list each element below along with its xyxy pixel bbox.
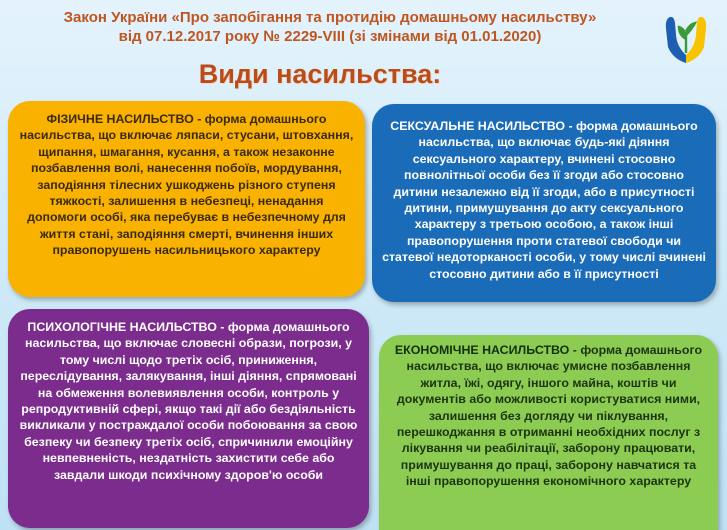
sexual-violence-term: СЕКСУАЛЬНЕ НАСИЛЬСТВО [390, 119, 565, 133]
physical-violence-text: - форма домашнього насильства, що включає ляпаси, стусани, штовхання, щипання, шмагання, кусання, а також незаконне позбавлення волі, нанесення побоїв, мордування, заподіяння тілесних ушкоджень різного ступеня тяжкості, залишення в небезпеці, ненадання допомоги особі, яка перебуває в небезпечному для життя стані, заподіяння смерті, вчинення інших правопорушень насильницького характеру [19, 112, 354, 258]
sexual-violence-text: - форма домашнього насильства, що включає будь-які діяння сексуального характеру, вчинені стосовно повнолітньої особи без її згоди або стосовно дитини незалежно від її згоди, або в присутності дитини, примушування до акту сексуального характеру з третьою особою, а також інші правопорушення проти статевої свободи чи статевої недоторканості особи, у тому числі вчинені стосовно дитини або в її присутності [382, 119, 706, 281]
page-title: Види насильства: [198, 59, 442, 89]
psychological-violence-text: - форма домашнього насильства, що включає словесні образи, погрози, у тому числі щодо третіх осіб, приниження, переслідування, залякування, інші діяння, спрямовані на обмеження волевиявлення особи, контроль у репродуктивній сфері, якщо такі дії або бездіяльність викликали у постраждалої особи побоювання за свою безпеку чи безпеку третіх осіб, спричинили емоційну невпевненість, нездатність захистити себе або завдали шкоди психічному здоров'ю особи [19, 320, 358, 482]
law-title-line: Закон України «Про запобігання та протидію домашньому насильству» [63, 9, 597, 26]
emblem-left-hand [666, 17, 686, 63]
hands-tree-emblem-icon [661, 9, 711, 65]
law-date-line: від 07.12.2017 року № 2229-VIII (зі змінами від 01.01.2020) [118, 28, 542, 45]
physical-violence-card [8, 101, 365, 297]
economic-violence-term: ЕКОНОМІЧНЕ НАСИЛЬСТВО [394, 343, 570, 357]
economic-violence-text: - форма домашнього насильства, що включає умисне позбавлення житла, їжі, одягу, іншого майна, коштів чи документів або можливості користуватися ними, залишення без догляду чи піклування, перешкоджання в отриманні необхідних послуг з лікування чи реабілітації, заборону працювати, примушування до праці, заборону навчатися та інші правопорушення економічного характеру [396, 343, 703, 489]
emblem-right-hand [686, 17, 706, 63]
economic-violence-card [379, 335, 718, 530]
psychological-violence-term: ПСИХОЛОГІЧНЕ НАСИЛЬСТВО [27, 320, 217, 334]
psychological-violence-card [8, 309, 369, 528]
sexual-violence-card [372, 104, 716, 302]
physical-violence-term: ФІЗИЧНЕ НАСИЛЬСТВО [46, 112, 194, 126]
law-header [0, 8, 660, 46]
